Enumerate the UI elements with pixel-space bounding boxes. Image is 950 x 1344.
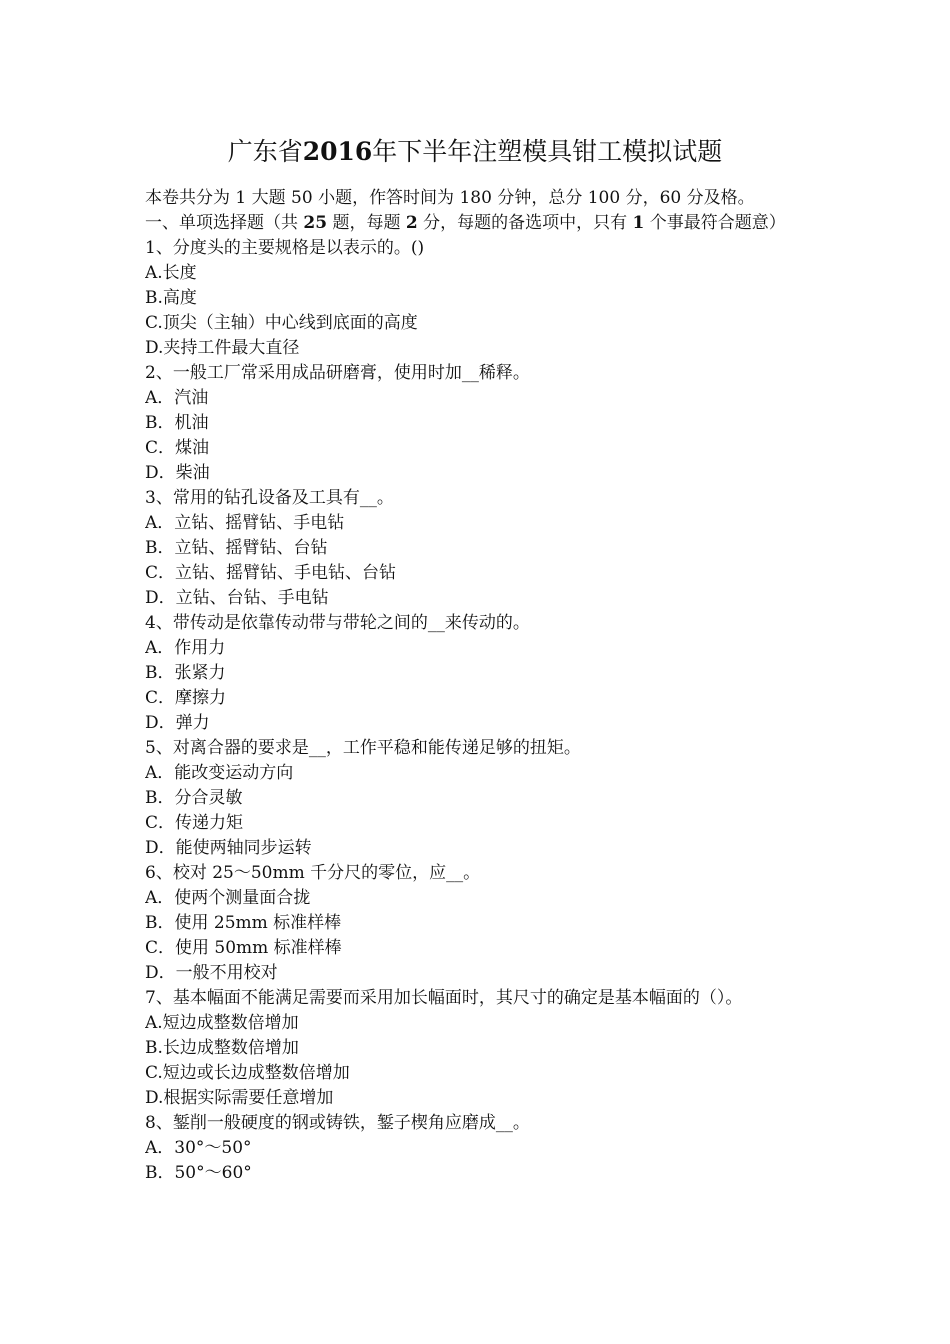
answer-option: A．立钻、摇臂钻、手电钻 (145, 513, 345, 533)
answer-option: C.短边或长边成整数倍增加 (145, 1063, 350, 1083)
answer-option: C．煤油 (145, 438, 210, 458)
answer-option: C．传递力矩 (145, 813, 244, 833)
question-stem: 2、一般工厂常采用成品研磨膏，使用时加__稀释。 (145, 363, 530, 383)
question-stem: 8、錾削一般硬度的钢或铸铁，錾子楔角应磨成__。 (145, 1113, 530, 1133)
section-text-2: 题，每题 (327, 213, 406, 233)
answer-option: B．张紧力 (145, 663, 226, 683)
answer-option: D.根据实际需要任意增加 (145, 1088, 334, 1108)
document-title (0, 134, 950, 170)
question-stem: 5、对离合器的要求是__，工作平稳和能传递足够的扭矩。 (145, 738, 581, 758)
answer-option: B.长边成整数倍增加 (145, 1038, 299, 1058)
answer-option: D．一般不用校对 (145, 963, 278, 983)
answer-option: C.顶尖（主轴）中心线到底面的高度 (145, 313, 418, 333)
answer-option: D．立钻、台钻、手电钻 (145, 588, 329, 608)
answer-option: B．立钻、摇臂钻、台钻 (145, 538, 328, 558)
question-stem: 4、带传动是依靠传动带与带轮之间的__来传动的。 (145, 613, 530, 633)
section-points: 2 (405, 213, 418, 233)
answer-option: A．汽油 (145, 388, 209, 408)
exam-intro: 本卷共分为 1 大题 50 小题，作答时间为 180 分钟，总分 100 分，60 分及格。 (145, 188, 755, 208)
section-question-count: 25 (303, 213, 328, 233)
title-prefix: 广东省 (227, 137, 303, 166)
section-one: 1 (632, 213, 645, 233)
title-year: 2016 (302, 137, 373, 166)
answer-option: C．摩擦力 (145, 688, 227, 708)
title-suffix: 年下半年注塑模具钳工模拟试题 (372, 137, 723, 166)
answer-option: D．能使两轴同步运转 (145, 838, 312, 858)
question-list (145, 236, 810, 1186)
answer-option: C．使用 50mm 标准样棒 (145, 938, 342, 958)
section-text-3: 分，每题的备选项中，只有 (417, 213, 633, 233)
question-stem: 6、校对 25～50mm 千分尺的零位，应__。 (145, 863, 481, 883)
section-text-1: 一、单项选择题（共 (145, 213, 304, 233)
answer-option: D.夹持工件最大直径 (145, 338, 300, 358)
question-stem: 1、分度头的主要规格是以表示的。() (145, 238, 425, 258)
answer-option: A．30°～50° (145, 1138, 252, 1158)
section-heading (145, 211, 810, 236)
section-text-4: 个事最符合题意） (644, 213, 786, 233)
question-stem: 7、基本幅面不能满足需要而采用加长幅面时，其尺寸的确定是基本幅面的（）。 (145, 988, 743, 1008)
answer-option: A．能改变运动方向 (145, 763, 294, 783)
answer-option: C．立钻、摇臂钻、手电钻、台钻 (145, 563, 397, 583)
answer-option: A．作用力 (145, 638, 226, 658)
document-body (145, 186, 810, 1186)
answer-option: A.短边成整数倍增加 (145, 1013, 299, 1033)
answer-option: B．50°～60° (145, 1163, 252, 1183)
answer-option: A.长度 (145, 263, 197, 283)
question-stem: 3、常用的钻孔设备及工具有__。 (145, 488, 394, 508)
answer-option: D．柴油 (145, 463, 210, 483)
answer-option: B.高度 (145, 288, 197, 308)
answer-option: D．弹力 (145, 713, 210, 733)
answer-option: B．使用 25mm 标准样棒 (145, 913, 342, 933)
answer-option: A．使两个测量面合拢 (145, 888, 311, 908)
answer-option: B．分合灵敏 (145, 788, 243, 808)
answer-option: B．机油 (145, 413, 209, 433)
